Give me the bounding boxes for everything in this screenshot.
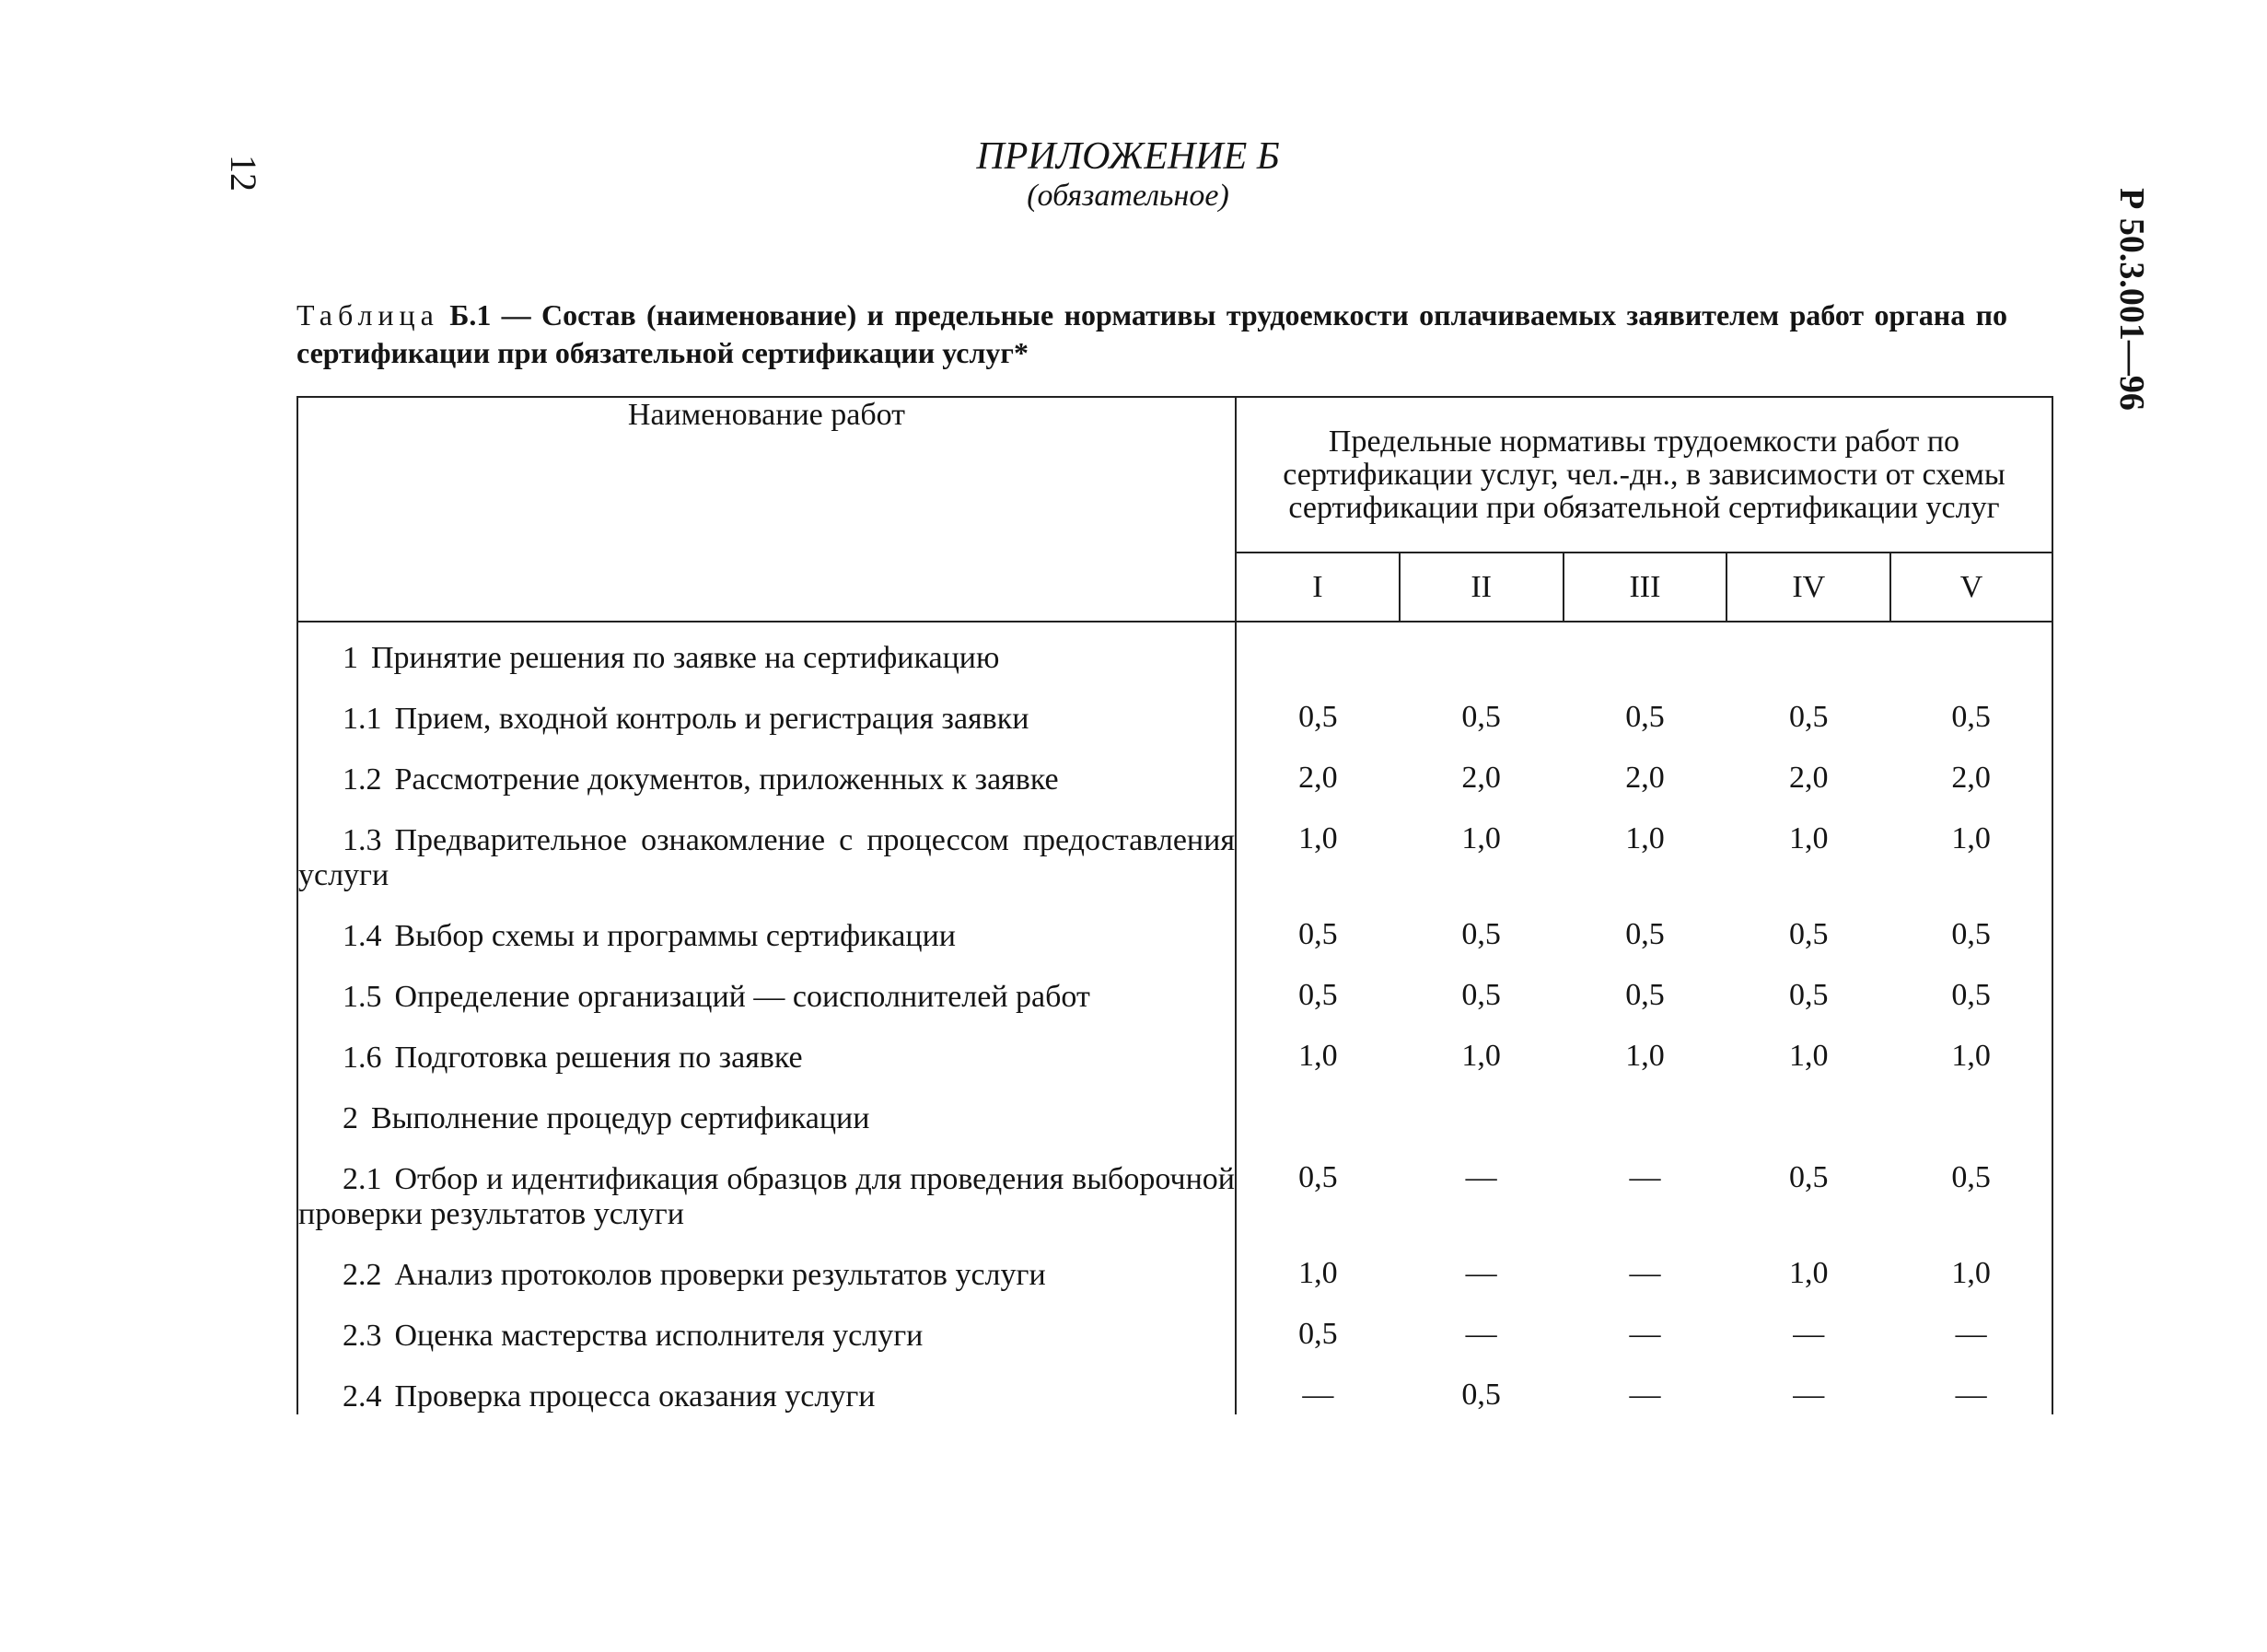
norm-value-scheme-3: — bbox=[1629, 1378, 1661, 1412]
work-name: Подготовка решения по заявке bbox=[394, 1041, 803, 1075]
norm-value-scheme-5: 0,5 bbox=[1890, 676, 2052, 737]
work-name: Прием, входной контроль и регистрация заявки bbox=[394, 702, 1029, 736]
work-name-cell bbox=[297, 737, 1236, 797]
norm-value-scheme-3: 0,5 bbox=[1625, 917, 1665, 951]
norm-value-scheme-2: 0,5 bbox=[1461, 917, 1501, 951]
norm-value-scheme-3: — bbox=[1629, 1256, 1661, 1290]
norm-value-scheme-1: 0,5 bbox=[1298, 917, 1338, 951]
work-number: 1.1 bbox=[343, 702, 382, 736]
work-name: Проверка процесса оказания услуги bbox=[394, 1379, 876, 1414]
norm-value-scheme-3: 1,0 bbox=[1625, 1039, 1665, 1073]
work-number: 2.4 bbox=[343, 1379, 382, 1414]
work-name: Выполнение процедур сертификации bbox=[371, 1101, 870, 1135]
work-name-cell bbox=[297, 1354, 1236, 1414]
work-name-cell bbox=[297, 954, 1236, 1015]
work-number: 1.4 bbox=[343, 919, 382, 953]
norm-value-scheme-3 bbox=[1564, 1076, 1727, 1136]
work-number: 2 bbox=[343, 1101, 358, 1135]
work-name-cell bbox=[297, 1293, 1236, 1354]
header-norms: Предельные нормативы трудоемкости работ по сертификации услуг, чел.-дн., в зависимости от схемы сертификации при обязательной сертификации услуг bbox=[1236, 397, 2052, 553]
table-row bbox=[297, 622, 2052, 676]
work-name-cell bbox=[297, 1076, 1236, 1136]
norm-value-scheme-4: 1,0 bbox=[1789, 1039, 1829, 1073]
norm-value-scheme-5: 1,0 bbox=[1890, 1015, 2052, 1076]
work-number: 2.3 bbox=[343, 1319, 382, 1353]
norm-value-scheme-1: 1,0 bbox=[1298, 821, 1338, 855]
norm-value-scheme-4: 2,0 bbox=[1789, 761, 1829, 795]
norm-value-scheme-5: 0,5 bbox=[1890, 954, 2052, 1015]
table-caption-label: Таблица bbox=[296, 298, 439, 332]
norm-value-scheme-3: 2,0 bbox=[1625, 761, 1665, 795]
norm-value-scheme-4: — bbox=[1793, 1317, 1825, 1351]
norm-value-scheme-5 bbox=[1890, 1076, 2052, 1136]
work-number: 2.2 bbox=[343, 1258, 382, 1292]
norm-value-scheme-2 bbox=[1400, 1076, 1564, 1136]
header-scheme-4: IV bbox=[1726, 553, 1890, 622]
table-row bbox=[297, 737, 2052, 797]
table-row bbox=[297, 797, 2052, 893]
norm-value-scheme-4: 0,5 bbox=[1789, 978, 1829, 1012]
norm-value-scheme-2: — bbox=[1465, 1317, 1497, 1351]
norm-value-scheme-3: — bbox=[1629, 1317, 1661, 1351]
work-name: Выбор схемы и программы сертификации bbox=[394, 919, 956, 953]
work-name-cell bbox=[297, 797, 1236, 893]
norm-value-scheme-1: 0,5 bbox=[1298, 1160, 1338, 1194]
header-scheme-3: III bbox=[1564, 553, 1727, 622]
norm-value-scheme-4: 1,0 bbox=[1789, 821, 1829, 855]
table-row bbox=[297, 1136, 2052, 1232]
norm-value-scheme-2: — bbox=[1465, 1160, 1497, 1194]
work-name: Рассмотрение документов, приложенных к заявке bbox=[394, 762, 1059, 797]
norm-value-scheme-4 bbox=[1726, 1076, 1890, 1136]
work-name: Анализ протоколов проверки результатов услуги bbox=[394, 1258, 1046, 1292]
norm-value-scheme-5: 1,0 bbox=[1890, 1232, 2052, 1293]
table-caption bbox=[296, 297, 2007, 372]
norm-value-scheme-1: — bbox=[1302, 1378, 1334, 1412]
table-row bbox=[297, 676, 2052, 737]
table-row bbox=[297, 1293, 2052, 1354]
norm-value-scheme-4: 1,0 bbox=[1789, 1256, 1829, 1290]
header-scheme-5: V bbox=[1890, 553, 2052, 622]
norm-value-scheme-2: 1,0 bbox=[1461, 821, 1501, 855]
work-number: 1.5 bbox=[343, 980, 382, 1014]
work-name-cell bbox=[297, 1232, 1236, 1293]
norm-value-scheme-1: 1,0 bbox=[1298, 1039, 1338, 1073]
norm-value-scheme-4 bbox=[1726, 622, 1890, 676]
norm-value-scheme-2 bbox=[1400, 622, 1564, 676]
work-number: 1.2 bbox=[343, 762, 382, 797]
norm-value-scheme-1: 2,0 bbox=[1298, 761, 1338, 795]
norm-value-scheme-4: 0,5 bbox=[1789, 917, 1829, 951]
norm-value-scheme-3: 1,0 bbox=[1625, 821, 1665, 855]
header-scheme-1: I bbox=[1236, 553, 1400, 622]
page-number: 12 bbox=[223, 155, 264, 192]
work-number: 1.3 bbox=[343, 823, 382, 857]
norm-value-scheme-2: 0,5 bbox=[1461, 1378, 1501, 1412]
norm-value-scheme-5: 1,0 bbox=[1890, 797, 2052, 893]
table-row bbox=[297, 1015, 2052, 1076]
norm-value-scheme-1: 0,5 bbox=[1298, 978, 1338, 1012]
work-name-cell bbox=[297, 1015, 1236, 1076]
table-row bbox=[297, 1232, 2052, 1293]
norm-value-scheme-3: 0,5 bbox=[1625, 700, 1665, 734]
appendix-subtitle: (обязательное) bbox=[1027, 179, 1229, 213]
norms-table bbox=[296, 396, 2053, 1414]
norm-value-scheme-5: 2,0 bbox=[1890, 737, 2052, 797]
work-name: Определение организаций — соисполнителей работ bbox=[394, 980, 1090, 1014]
norm-value-scheme-5 bbox=[1890, 622, 2052, 676]
header-work-name: Наименование работ bbox=[297, 397, 1236, 622]
header-scheme-2: II bbox=[1400, 553, 1564, 622]
work-number: 1.6 bbox=[343, 1041, 382, 1075]
norm-value-scheme-4: 0,5 bbox=[1789, 700, 1829, 734]
norm-value-scheme-4: — bbox=[1793, 1378, 1825, 1412]
norm-value-scheme-2: 0,5 bbox=[1461, 700, 1501, 734]
work-name-cell bbox=[297, 676, 1236, 737]
work-number: 2.1 bbox=[343, 1162, 382, 1196]
work-name-cell bbox=[297, 893, 1236, 954]
norm-value-scheme-3 bbox=[1564, 622, 1727, 676]
work-name: Оценка мастерства исполнителя услуги bbox=[394, 1319, 924, 1353]
work-name: Принятие решения по заявке на сертификацию bbox=[371, 641, 1000, 675]
norm-value-scheme-5: 0,5 bbox=[1890, 893, 2052, 954]
norm-value-scheme-2: 2,0 bbox=[1461, 761, 1501, 795]
norm-value-scheme-1: 1,0 bbox=[1298, 1256, 1338, 1290]
work-name: Отбор и идентификация образцов для проведения выборочной проверки результатов услуги bbox=[298, 1162, 1235, 1231]
norm-value-scheme-3: — bbox=[1629, 1160, 1661, 1194]
norm-value-scheme-5: — bbox=[1890, 1354, 2052, 1414]
norm-value-scheme-4: 0,5 bbox=[1789, 1160, 1829, 1194]
norm-value-scheme-2: 0,5 bbox=[1461, 978, 1501, 1012]
appendix-title: ПРИЛОЖЕНИЕ Б bbox=[976, 135, 1280, 178]
norm-value-scheme-2: — bbox=[1465, 1256, 1497, 1290]
norm-value-scheme-1 bbox=[1236, 1076, 1400, 1136]
work-name-cell bbox=[297, 1136, 1236, 1232]
document-code: Р 50.3.001—96 bbox=[2112, 188, 2151, 411]
norm-value-scheme-5: 0,5 bbox=[1890, 1136, 2052, 1232]
work-name-cell bbox=[297, 622, 1236, 676]
norm-value-scheme-1: 0,5 bbox=[1298, 1317, 1338, 1351]
norm-value-scheme-1 bbox=[1236, 622, 1400, 676]
norm-value-scheme-2: 1,0 bbox=[1461, 1039, 1501, 1073]
work-name: Предварительное ознакомление с процессом предоставления услуги bbox=[298, 823, 1235, 892]
norm-value-scheme-3: 0,5 bbox=[1625, 978, 1665, 1012]
norm-value-scheme-5: — bbox=[1890, 1293, 2052, 1354]
table-row bbox=[297, 1076, 2052, 1136]
table-caption-text: Б.1 — Состав (наименование) и предельные нормативы трудоемкости оплачиваемых заявителем работ органа по сертификации при обязательной сертификации услуг* bbox=[296, 298, 2007, 369]
table-row bbox=[297, 893, 2052, 954]
table-body bbox=[297, 622, 2052, 1414]
table-row bbox=[297, 1354, 2052, 1414]
table-row bbox=[297, 954, 2052, 1015]
work-number: 1 bbox=[343, 641, 358, 675]
norm-value-scheme-1: 0,5 bbox=[1298, 700, 1338, 734]
